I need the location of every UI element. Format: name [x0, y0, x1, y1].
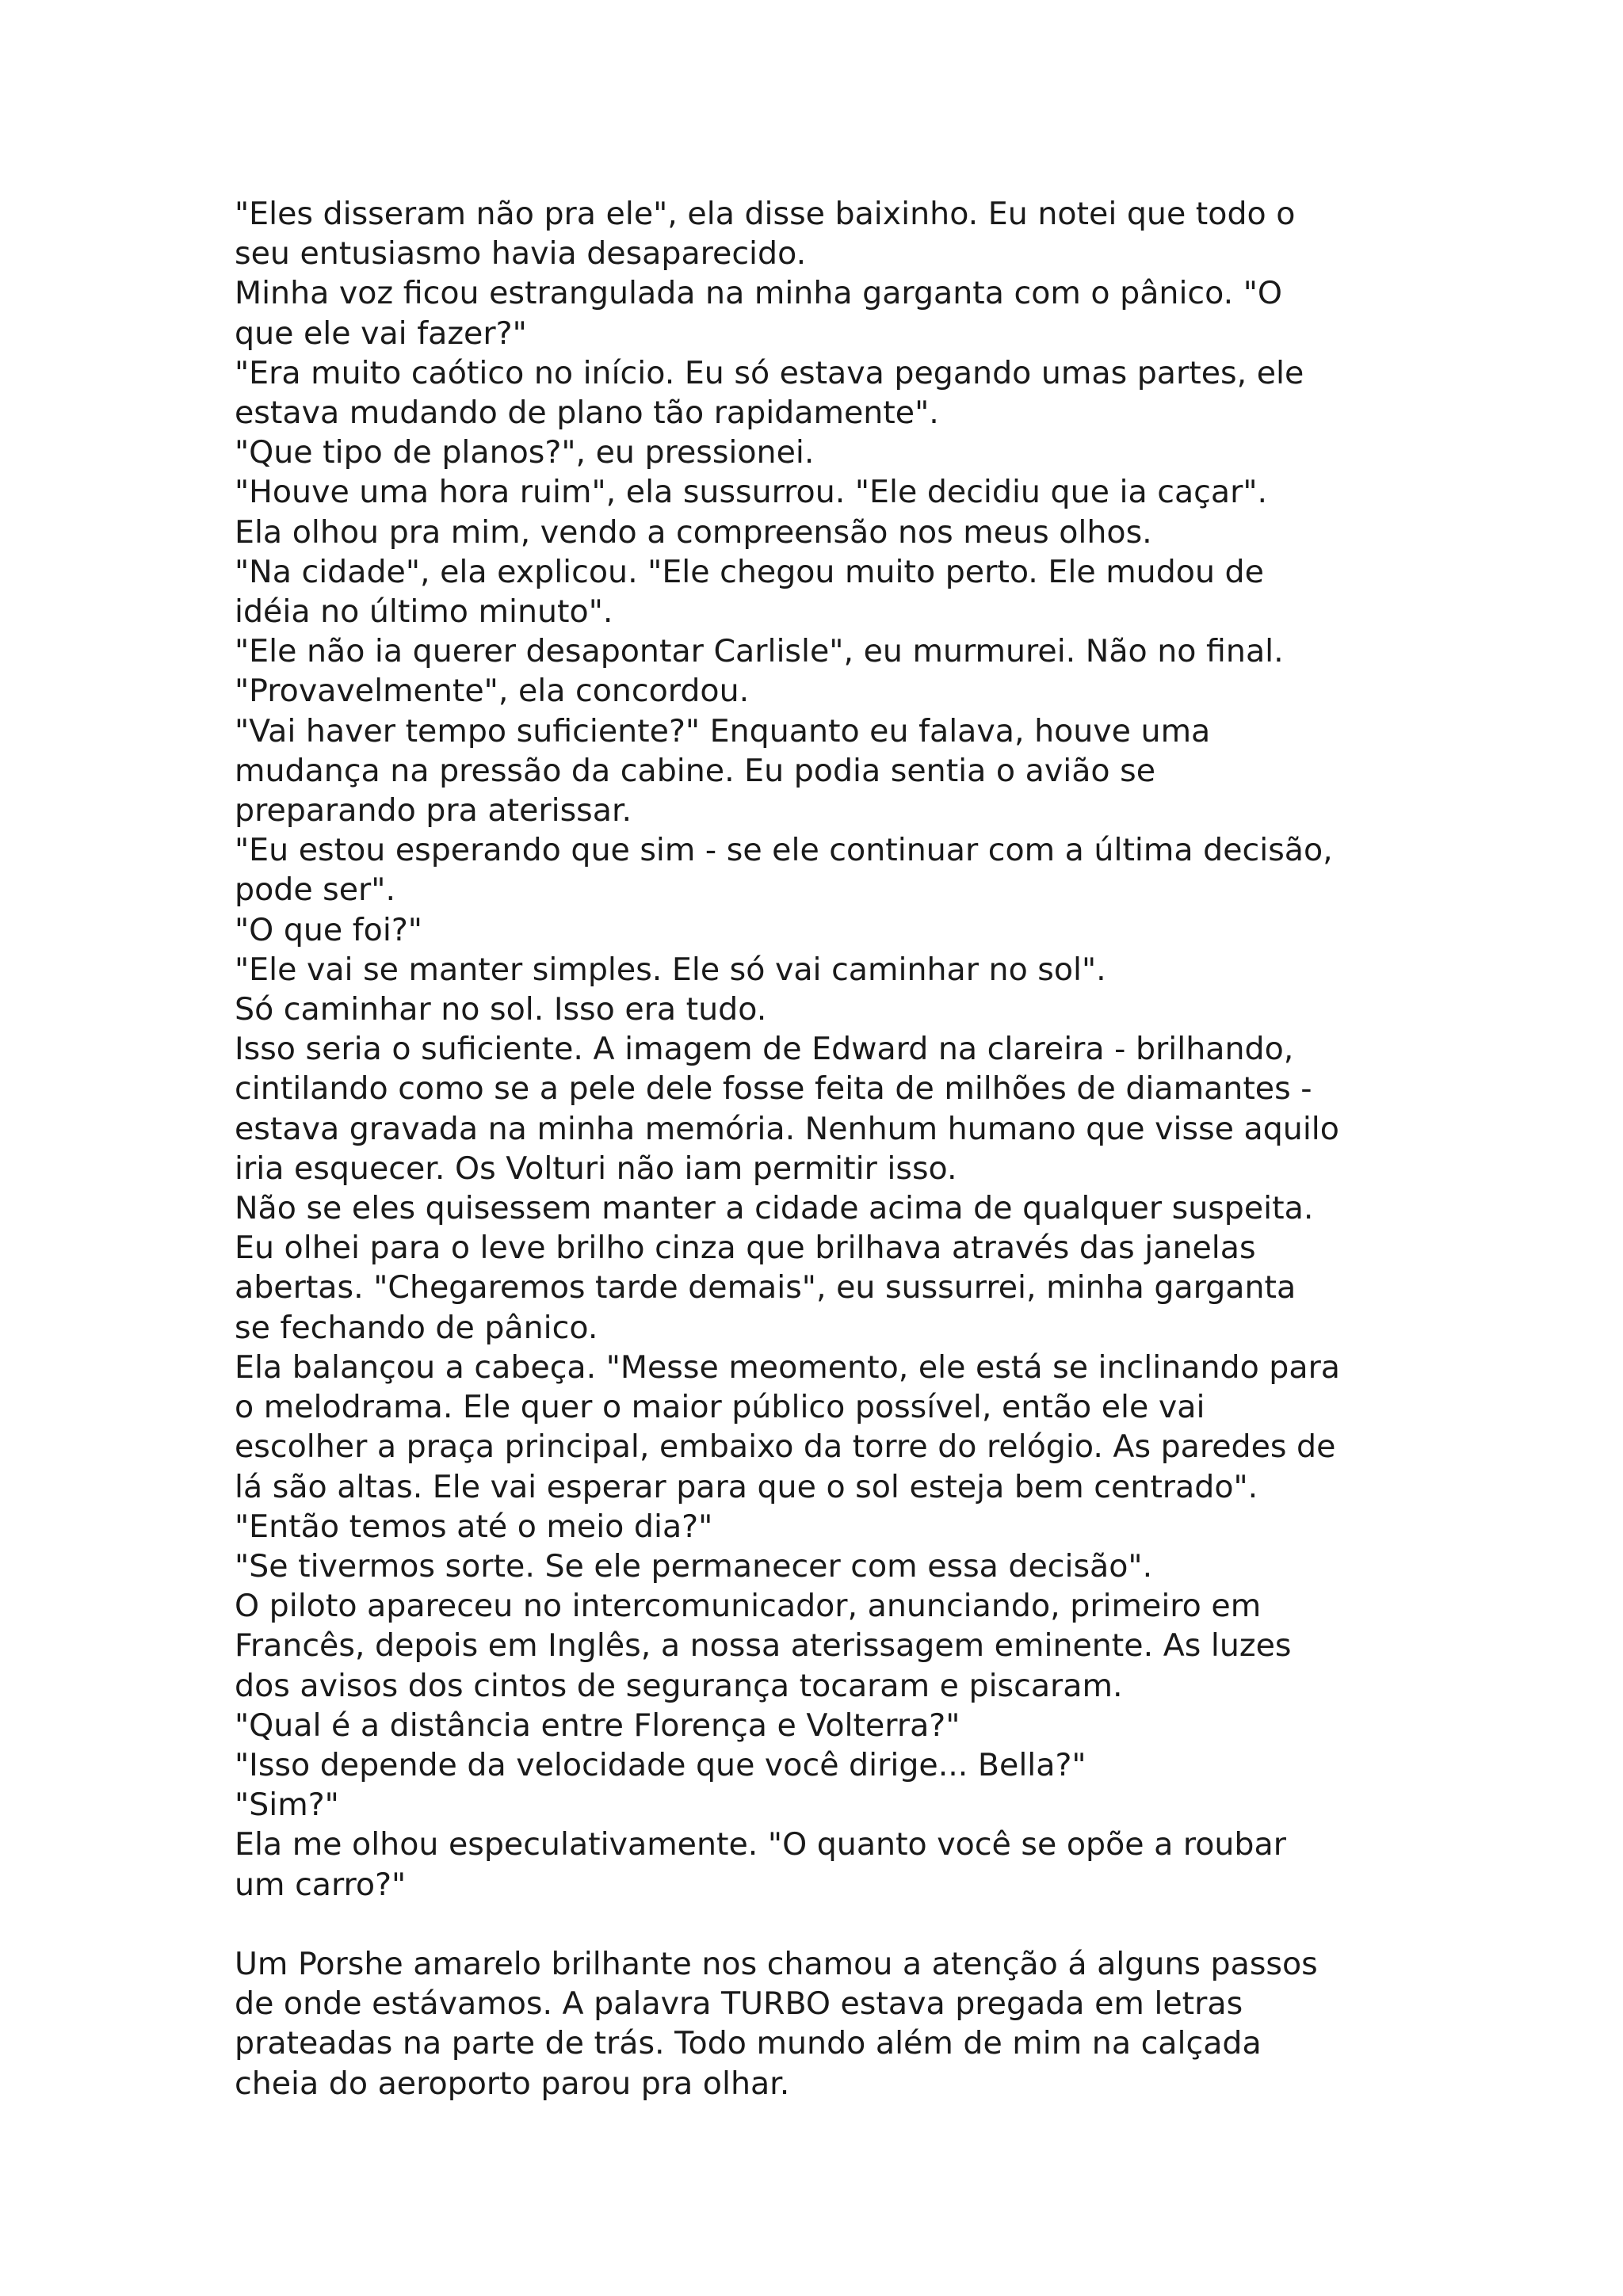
- text-line: "Ele vai se manter simples. Ele só vai caminhar no sol".: [235, 951, 1106, 988]
- text-line: "O que foi?": [235, 911, 422, 948]
- paragraph-block-2: [235, 1944, 1423, 2103]
- text-line: um carro?": [235, 1866, 407, 1903]
- text-line: "Houve uma hora ruim", ela sussurrou. "Ele decidiu que ia caçar".: [235, 474, 1268, 511]
- document-text: [235, 194, 1423, 2103]
- text-line: seu entusiasmo havia desaparecido.: [235, 235, 807, 273]
- text-line: o melodrama. Ele quer o maior público possível, então ele vai: [235, 1389, 1205, 1426]
- text-line: prateadas na parte de trás. Todo mundo além de mim na calçada: [235, 2025, 1262, 2062]
- text-line: "Provavelmente", ela concordou.: [235, 673, 750, 710]
- text-line: "Vai haver tempo suficiente?" Enquanto eu falava, houve uma: [235, 712, 1211, 749]
- text-line: Um Porshe amarelo brilhante nos chamou a atenção á alguns passos: [235, 1945, 1318, 1982]
- text-line: estava mudando de plano tão rapidamente".: [235, 395, 939, 432]
- text-line: mudança na pressão da cabine. Eu podia sentia o avião se: [235, 752, 1156, 789]
- text-line: Minha voz ficou estrangulada na minha garganta com o pânico. "O: [235, 275, 1282, 312]
- text-line: Isso seria o suficiente. A imagem de Edward na clareira - brilhando,: [235, 1031, 1294, 1068]
- text-line: preparando pra aterissar.: [235, 792, 632, 830]
- text-line: Ela balançou a cabeça. "Messe meomento, ele está se inclinando para: [235, 1348, 1341, 1386]
- text-line: O piloto apareceu no intercomunicador, anunciando, primeiro em: [235, 1588, 1262, 1625]
- text-line: Ela me olhou especulativamente. "O quanto você se opõe a roubar: [235, 1826, 1286, 1863]
- text-line: abertas. "Chegaremos tarde demais", eu sussurrei, minha garganta: [235, 1269, 1296, 1306]
- text-line: de onde estávamos. A palavra TURBO estava pregada em letras: [235, 1985, 1243, 2023]
- text-line: "Sim?": [235, 1787, 339, 1824]
- text-line: iria esquecer. Os Volturi não iam permitir isso.: [235, 1150, 957, 1187]
- text-line: "Eles disseram não pra ele", ela disse baixinho. Eu notei que todo o: [235, 196, 1296, 232]
- text-line: Só caminhar no sol. Isso era tudo.: [235, 991, 767, 1028]
- text-line: dos avisos dos cintos de segurança tocaram e piscaram.: [235, 1667, 1123, 1704]
- text-line: idéia no último minuto".: [235, 593, 613, 631]
- text-line: "Se tivermos sorte. Se ele permanecer com essa decisão".: [235, 1547, 1153, 1585]
- text-line: "Era muito caótico no início. Eu só estava pegando umas partes, ele: [235, 354, 1304, 391]
- text-line: lá são altas. Ele vai esperar para que o sol esteja bem centrado".: [235, 1468, 1258, 1505]
- text-line: escolher a praça principal, embaixo da torre do relógio. As paredes de: [235, 1428, 1336, 1466]
- text-line: Não se eles quisessem manter a cidade acima de qualquer suspeita.: [235, 1190, 1314, 1227]
- text-line: "Então temos até o meio dia?": [235, 1508, 713, 1545]
- text-line: cintilando como se a pele dele fosse feita de milhões de diamantes -: [235, 1070, 1312, 1108]
- paragraph-block-1: [235, 194, 1423, 1905]
- text-line: Ela olhou pra mim, vendo a compreensão nos meus olhos.: [235, 513, 1152, 551]
- text-line: "Na cidade", ela explicou. "Ele chegou muito perto. Ele mudou de: [235, 553, 1264, 590]
- text-line: "Eu estou esperando que sim - se ele continuar com a última decisão,: [235, 832, 1333, 869]
- text-line: "Que tipo de planos?", eu pressionei.: [235, 434, 815, 471]
- text-line: que ele vai fazer?": [235, 315, 527, 352]
- text-line: Francês, depois em Inglês, a nossa aterissagem eminente. As luzes: [235, 1627, 1292, 1665]
- text-line: estava gravada na minha memória. Nenhum humano que visse aquilo: [235, 1110, 1339, 1147]
- text-line: "Qual é a distância entre Florença e Volterra?": [235, 1707, 960, 1744]
- paragraph-gap: [235, 1905, 1423, 1944]
- text-line: Eu olhei para o leve brilho cinza que brilhava através das janelas: [235, 1230, 1256, 1267]
- text-line: "Ele não ia querer desapontar Carlisle", eu murmurei. Não no final.: [235, 633, 1284, 670]
- text-line: se fechando de pânico.: [235, 1309, 598, 1346]
- text-line: cheia do aeroporto parou pra olhar.: [235, 2065, 790, 2102]
- text-line: "Isso depende da velocidade que você dirige... Bella?": [235, 1746, 1086, 1783]
- text-line: pode ser".: [235, 871, 396, 909]
